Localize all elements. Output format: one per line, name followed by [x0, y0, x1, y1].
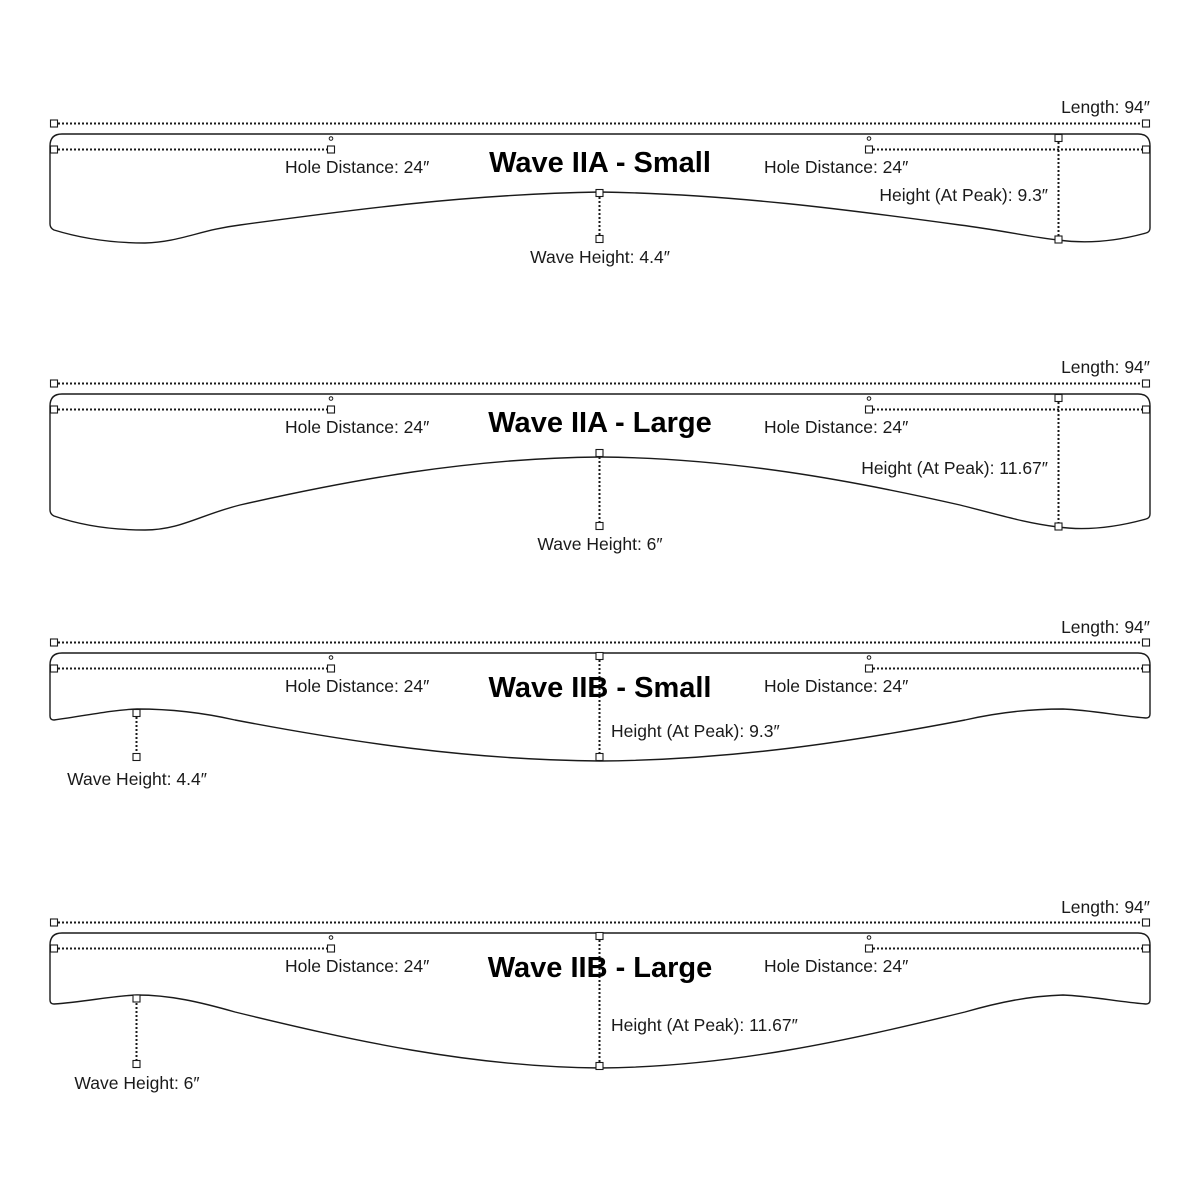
panel-wave-iia-small [50, 97, 1150, 267]
hole-distance-right-label: Hole Distance: 24″ [764, 676, 909, 696]
hole-distance-left-label: Hole Distance: 24″ [285, 157, 430, 177]
peak-height-bottom-marker [1055, 523, 1062, 530]
length-end-marker [1143, 919, 1150, 926]
mounting-hole-left-icon [329, 936, 333, 940]
panel-wave-iia-large [50, 357, 1150, 554]
panel-title: Wave IIB - Small [488, 672, 712, 704]
hole-distance-right-label: Hole Distance: 24″ [764, 956, 909, 976]
peak-height-label: Height (At Peak): 11.67″ [861, 458, 1048, 478]
peak-height-label: Height (At Peak): 9.3″ [611, 721, 780, 741]
wave-height-bottom-marker [133, 754, 140, 761]
mounting-hole-right-icon [867, 137, 871, 141]
wave-height-top-marker [596, 450, 603, 457]
hole-left-edge-marker [51, 146, 58, 153]
wave-height-top-marker [133, 710, 140, 717]
peak-height-bottom-marker [596, 1063, 603, 1070]
peak-height-bottom-marker [1055, 236, 1062, 243]
length-start-marker [51, 919, 58, 926]
wave-height-bottom-marker [596, 236, 603, 243]
mounting-hole-left-icon [329, 137, 333, 141]
hole-right-marker [866, 945, 873, 952]
length-label: Length: 94″ [1061, 617, 1150, 637]
wave-height-bottom-marker [596, 523, 603, 530]
length-start-marker [51, 639, 58, 646]
peak-height-top-marker [1055, 135, 1062, 142]
mounting-hole-right-icon [867, 656, 871, 660]
hole-left-marker [328, 406, 335, 413]
hole-distance-left-label: Hole Distance: 24″ [285, 417, 430, 437]
mounting-hole-left-icon [329, 656, 333, 660]
hole-right-edge-marker [1143, 146, 1150, 153]
peak-height-label: Height (At Peak): 9.3″ [879, 185, 1048, 205]
length-end-marker [1143, 380, 1150, 387]
length-start-marker [51, 380, 58, 387]
hole-distance-left-label: Hole Distance: 24″ [285, 676, 430, 696]
peak-height-label: Height (At Peak): 11.67″ [611, 1015, 798, 1035]
hole-right-edge-marker [1143, 665, 1150, 672]
hole-right-marker [866, 146, 873, 153]
length-end-marker [1143, 639, 1150, 646]
wave-height-label: Wave Height: 6″ [537, 534, 663, 554]
length-end-marker [1143, 120, 1150, 127]
hole-left-marker [328, 945, 335, 952]
hole-left-edge-marker [51, 406, 58, 413]
mounting-hole-right-icon [867, 397, 871, 401]
wave-height-label: Wave Height: 4.4″ [67, 769, 207, 789]
length-label: Length: 94″ [1061, 97, 1150, 117]
peak-height-top-marker [596, 933, 603, 940]
wave-height-label: Wave Height: 4.4″ [530, 247, 670, 267]
hole-left-marker [328, 665, 335, 672]
hole-left-edge-marker [51, 945, 58, 952]
panel-title: Wave IIA - Large [488, 407, 712, 439]
hole-right-edge-marker [1143, 945, 1150, 952]
panel-title: Wave IIA - Small [489, 147, 711, 179]
hole-distance-left-label: Hole Distance: 24″ [285, 956, 430, 976]
length-label: Length: 94″ [1061, 897, 1150, 917]
length-start-marker [51, 120, 58, 127]
wave-height-top-marker [133, 995, 140, 1002]
mounting-hole-right-icon [867, 936, 871, 940]
panel-title: Wave IIB - Large [487, 952, 713, 984]
wave-height-bottom-marker [133, 1061, 140, 1068]
length-label: Length: 94″ [1061, 357, 1150, 377]
panel-wave-iib-large [50, 897, 1150, 1093]
hole-distance-right-label: Hole Distance: 24″ [764, 157, 909, 177]
peak-height-bottom-marker [596, 754, 603, 761]
wave-height-top-marker [596, 190, 603, 197]
panel-wave-iib-small [50, 617, 1150, 789]
peak-height-top-marker [1055, 395, 1062, 402]
hole-right-marker [866, 406, 873, 413]
peak-height-top-marker [596, 653, 603, 660]
hole-left-edge-marker [51, 665, 58, 672]
hole-distance-right-label: Hole Distance: 24″ [764, 417, 909, 437]
hole-right-edge-marker [1143, 406, 1150, 413]
mounting-hole-left-icon [329, 397, 333, 401]
wave-height-label: Wave Height: 6″ [74, 1073, 200, 1093]
hole-left-marker [328, 146, 335, 153]
hole-right-marker [866, 665, 873, 672]
